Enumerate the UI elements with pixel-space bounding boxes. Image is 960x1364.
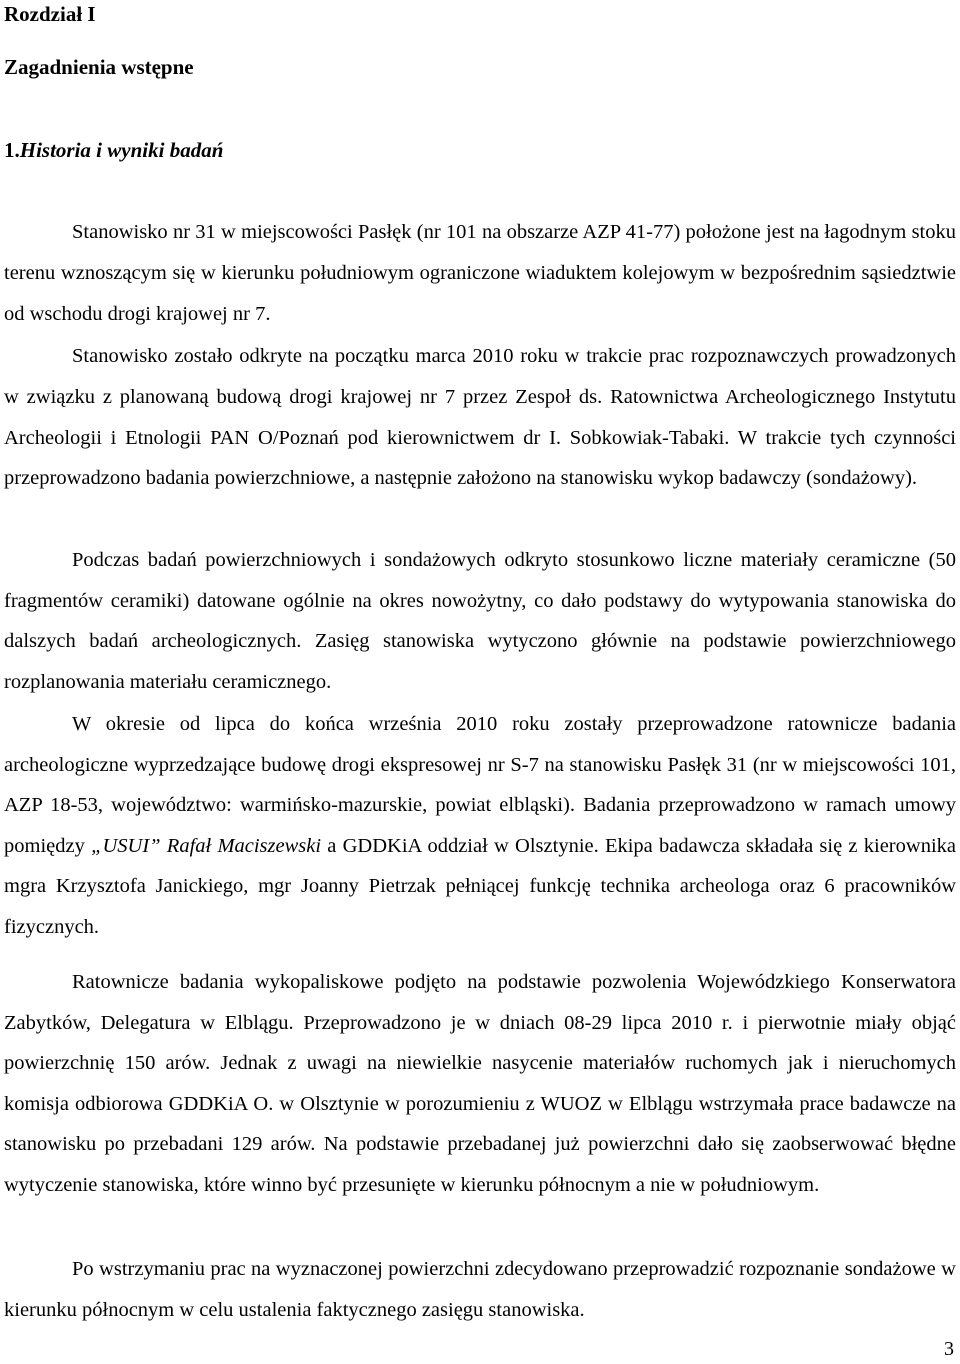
paragraph-excavation	[4, 704, 956, 948]
chapter-heading: Rozdział I	[4, 2, 96, 26]
section-number: 1.	[4, 138, 20, 162]
page-number: 3	[944, 1338, 954, 1360]
paragraph-discovery: Stanowisko zostało odkryte na początku marca 2010 roku w trakcie prac rozpoznawczych prowadzonych w związku z planowaną budową drogi krajowej nr 7 przez Zespoł ds. Ratownictwa Archeologicznego Instytutu Archeologii i Etnologii PAN O/Poznań pod kierownictwem dr I. Sobkowiak-Tabaki. W trakcie tych czynności przeprowadzono badania powierzchniowe, a następnie założono na stanowisku wykop badawczy (sondażowy).	[4, 345, 956, 490]
paragraph-excavation-text-c: a GDDKiA oddział w Olsztynie. Ekipa badawcza składała się z kierownika mgra Krzysztofa Janickiego, mgr Joanny Pietrzak pełniącej funkcję technika archeologa oraz 6 pracowników fizycznych.	[4, 834, 956, 938]
paragraph-follow-up: Po wstrzymaniu prac na wyznaczonej powierzchni zdecydowano przeprowadzić rozpoznanie sondażowe w kierunku północnym w celu ustalenia faktycznego zasięgu stanowiska.	[4, 1258, 956, 1321]
paragraph-permit: Ratownicze badania wykopaliskowe podjęto na podstawie pozwolenia Wojewódzkiego Konserwatora Zabytków, Delegatura w Elblągu. Przeprowadzono je w dniach 08-29 lipca 2010 r. i pierwotnie miały objąć powierzchnię 150 arów. Jednak z uwagi na niewielkie nasycenie materiałów ruchomych jak i nieruchomych komisja odbiorowa GDDKiA O. w Olsztynie w porozumieniu z WUOZ w Elblągu wstrzymała prace badawcze na stanowisku po przebadani 129 arów. Na podstawie przebadanej już powierzchni dało się zaobserwować błędne wytyczenie stanowiska, które winno być przesunięte w kierunku północnym a nie w południowym.	[4, 971, 956, 1196]
section-title: Historia i wyniki badań	[19, 138, 224, 162]
paragraph-survey-results: Podczas badań powierzchniowych i sondażowych odkryto stosunkowo liczne materiały ceramiczne (50 fragmentów ceramiki) datowane ogólnie na okres nowożytny, co dało podstawy do wytypowania stanowiska do dalszych badań archeologicznych. Zasięg stanowiska wytyczono głównie na podstawie powierzchniowego rozplanowania materiału ceramicznego.	[4, 549, 956, 693]
paragraph-site-location: Stanowisko nr 31 w miejscowości Pasłęk (nr 101 na obszarze AZP 41-77) położone jest na łagodnym stoku terenu wznoszącym się w kierunku południowym ograniczone wiaduktem kolejowym w bezpośrednim sąsiedztwie od wschodu drogi krajowej nr 7.	[4, 221, 956, 325]
topic-heading: Zagadnienia wstępne	[4, 55, 194, 79]
paragraph-excavation-text-a: W okresie od lipca do końca września 2010 roku zostały przeprowadzone ratownicze badania archeologiczne wyprzedzające budowę drogi ekspresowej nr S-7 na stanowisku Pasłęk 31 (nr w miejscowości 101, AZP 18-53, województwo: warmińsko-mazurskie, powiat elbląski). Badania przeprowadzono w ramach umowy pomiędzy	[4, 713, 956, 857]
section-heading	[4, 138, 223, 163]
paragraph-excavation-company: „USUI” Rafał Maciszewski	[91, 834, 322, 857]
